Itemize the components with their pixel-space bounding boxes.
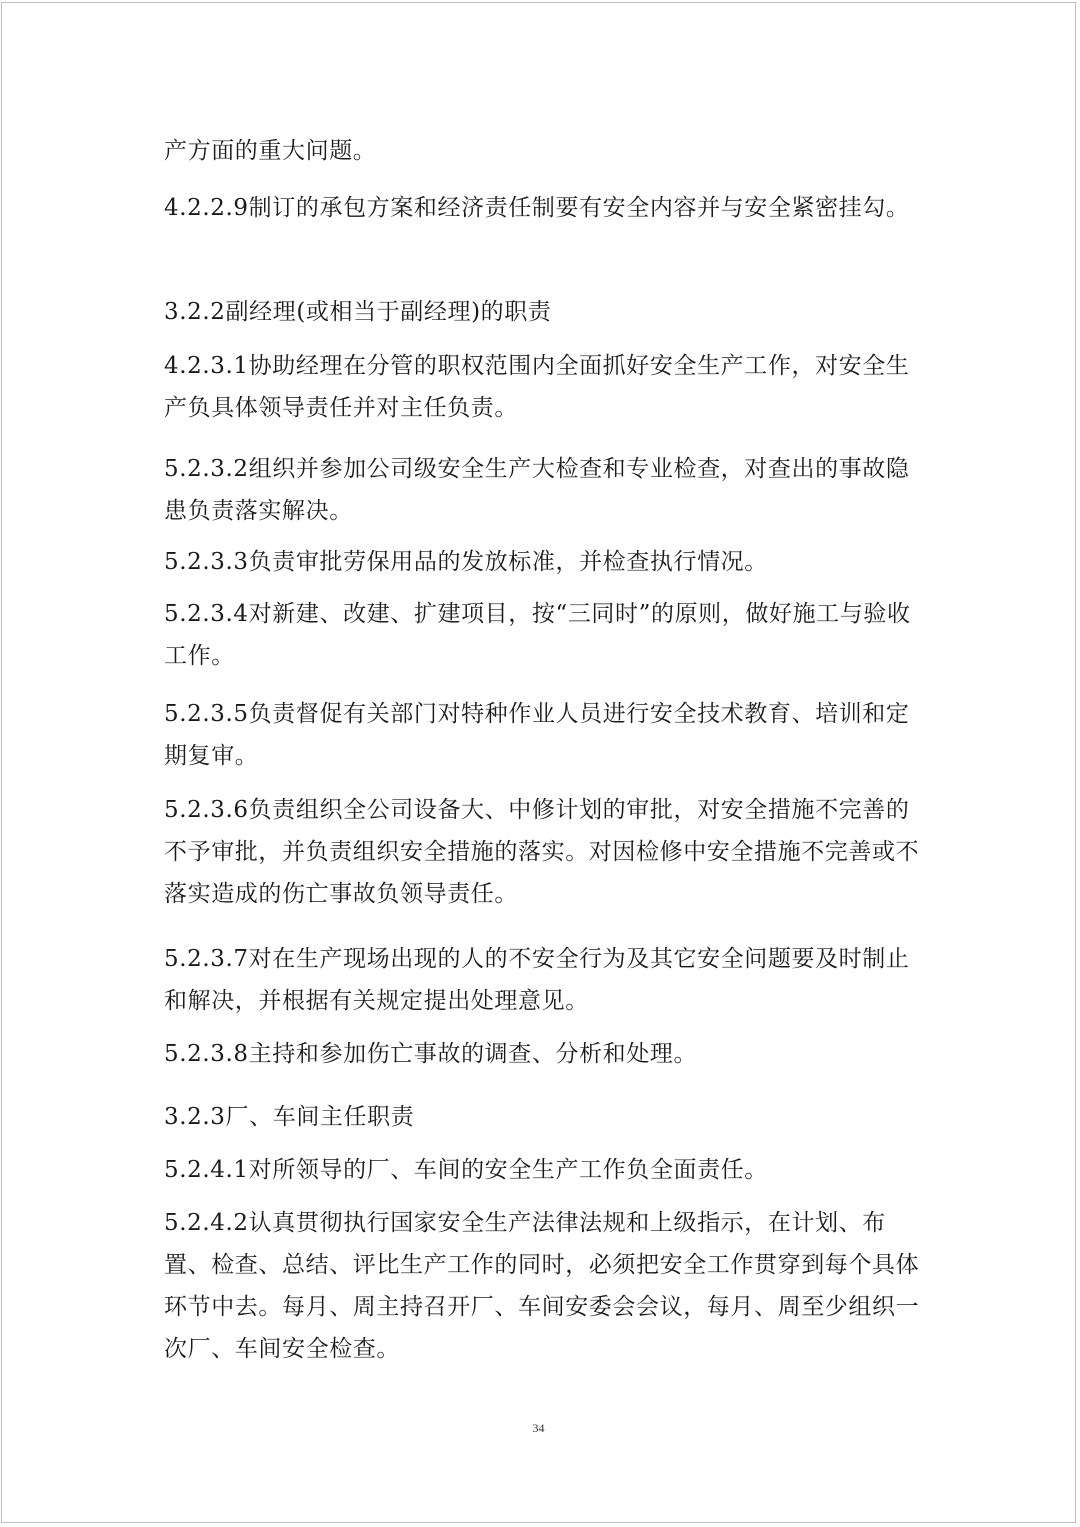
page-number: 34: [532, 1421, 545, 1435]
paragraph-continuation: 产方面的重大问题。: [164, 138, 377, 164]
paragraph-5-2-3-2: 5.2.3.2组织并参加公司级安全生产大检查和专业检查，对查出的事故隐患负责落实解决。: [164, 456, 910, 524]
page-content: [2, 3, 1075, 1522]
paragraph-5-2-3-8: 5.2.3.8主持和参加伤亡事故的调查、分析和处理。: [164, 1041, 698, 1067]
paragraph-5-2-3-6: 5.2.3.6负责组织全公司设备大、中修计划的审批，对安全措施不完善的不予审批，并负责组织安全措施的落实。对因检修中安全措施不完善或不落实造成的伤亡事故负领导责任。: [164, 797, 920, 907]
paragraph-4-2-3-1: 4.2.3.1协助经理在分管的职权范围内全面抓好安全生产工作，对安全生产负具体领导责任并对主任负责。: [164, 353, 910, 421]
paragraph-5-2-4-2: 5.2.4.2认真贯彻执行国家安全生产法律法规和上级指示，在计划、布置、检查、总结、评比生产工作的同时，必须把安全工作贯穿到每个具体环节中去。每月、周主持召开厂、车间安委会会议，每月、周至少组织一次厂、车间安全检查。: [164, 1210, 920, 1362]
paragraph-5-2-3-7: 5.2.3.7对在生产现场出现的人的不安全行为及其它安全问题要及时制止和解决，并根据有关规定提出处理意见。: [164, 946, 910, 1014]
paragraph-5-2-3-5: 5.2.3.5负责督促有关部门对特种作业人员进行安全技术教育、培训和定期复审。: [164, 701, 910, 769]
section-heading-3-2-2: 3.2.2副经理(或相当于副经理)的职责: [164, 299, 552, 325]
paragraph-5-2-3-3: 5.2.3.3负责审批劳保用品的发放标准，并检查执行情况。: [164, 549, 768, 575]
paragraph-4-2-2-9: 4.2.2.9制订的承包方案和经济责任制要有安全内容并与安全紧密挂勾。: [164, 195, 910, 221]
document-page: [1, 2, 1076, 1523]
paragraph-5-2-3-4: 5.2.3.4对新建、改建、扩建项目，按“三同时”的原则，做好施工与验收工作。: [164, 601, 911, 669]
paragraph-5-2-4-1: 5.2.4.1对所领导的厂、车间的安全生产工作负全面责任。: [164, 1157, 768, 1183]
section-heading-3-2-3: 3.2.3厂、车间主任职责: [164, 1104, 415, 1130]
